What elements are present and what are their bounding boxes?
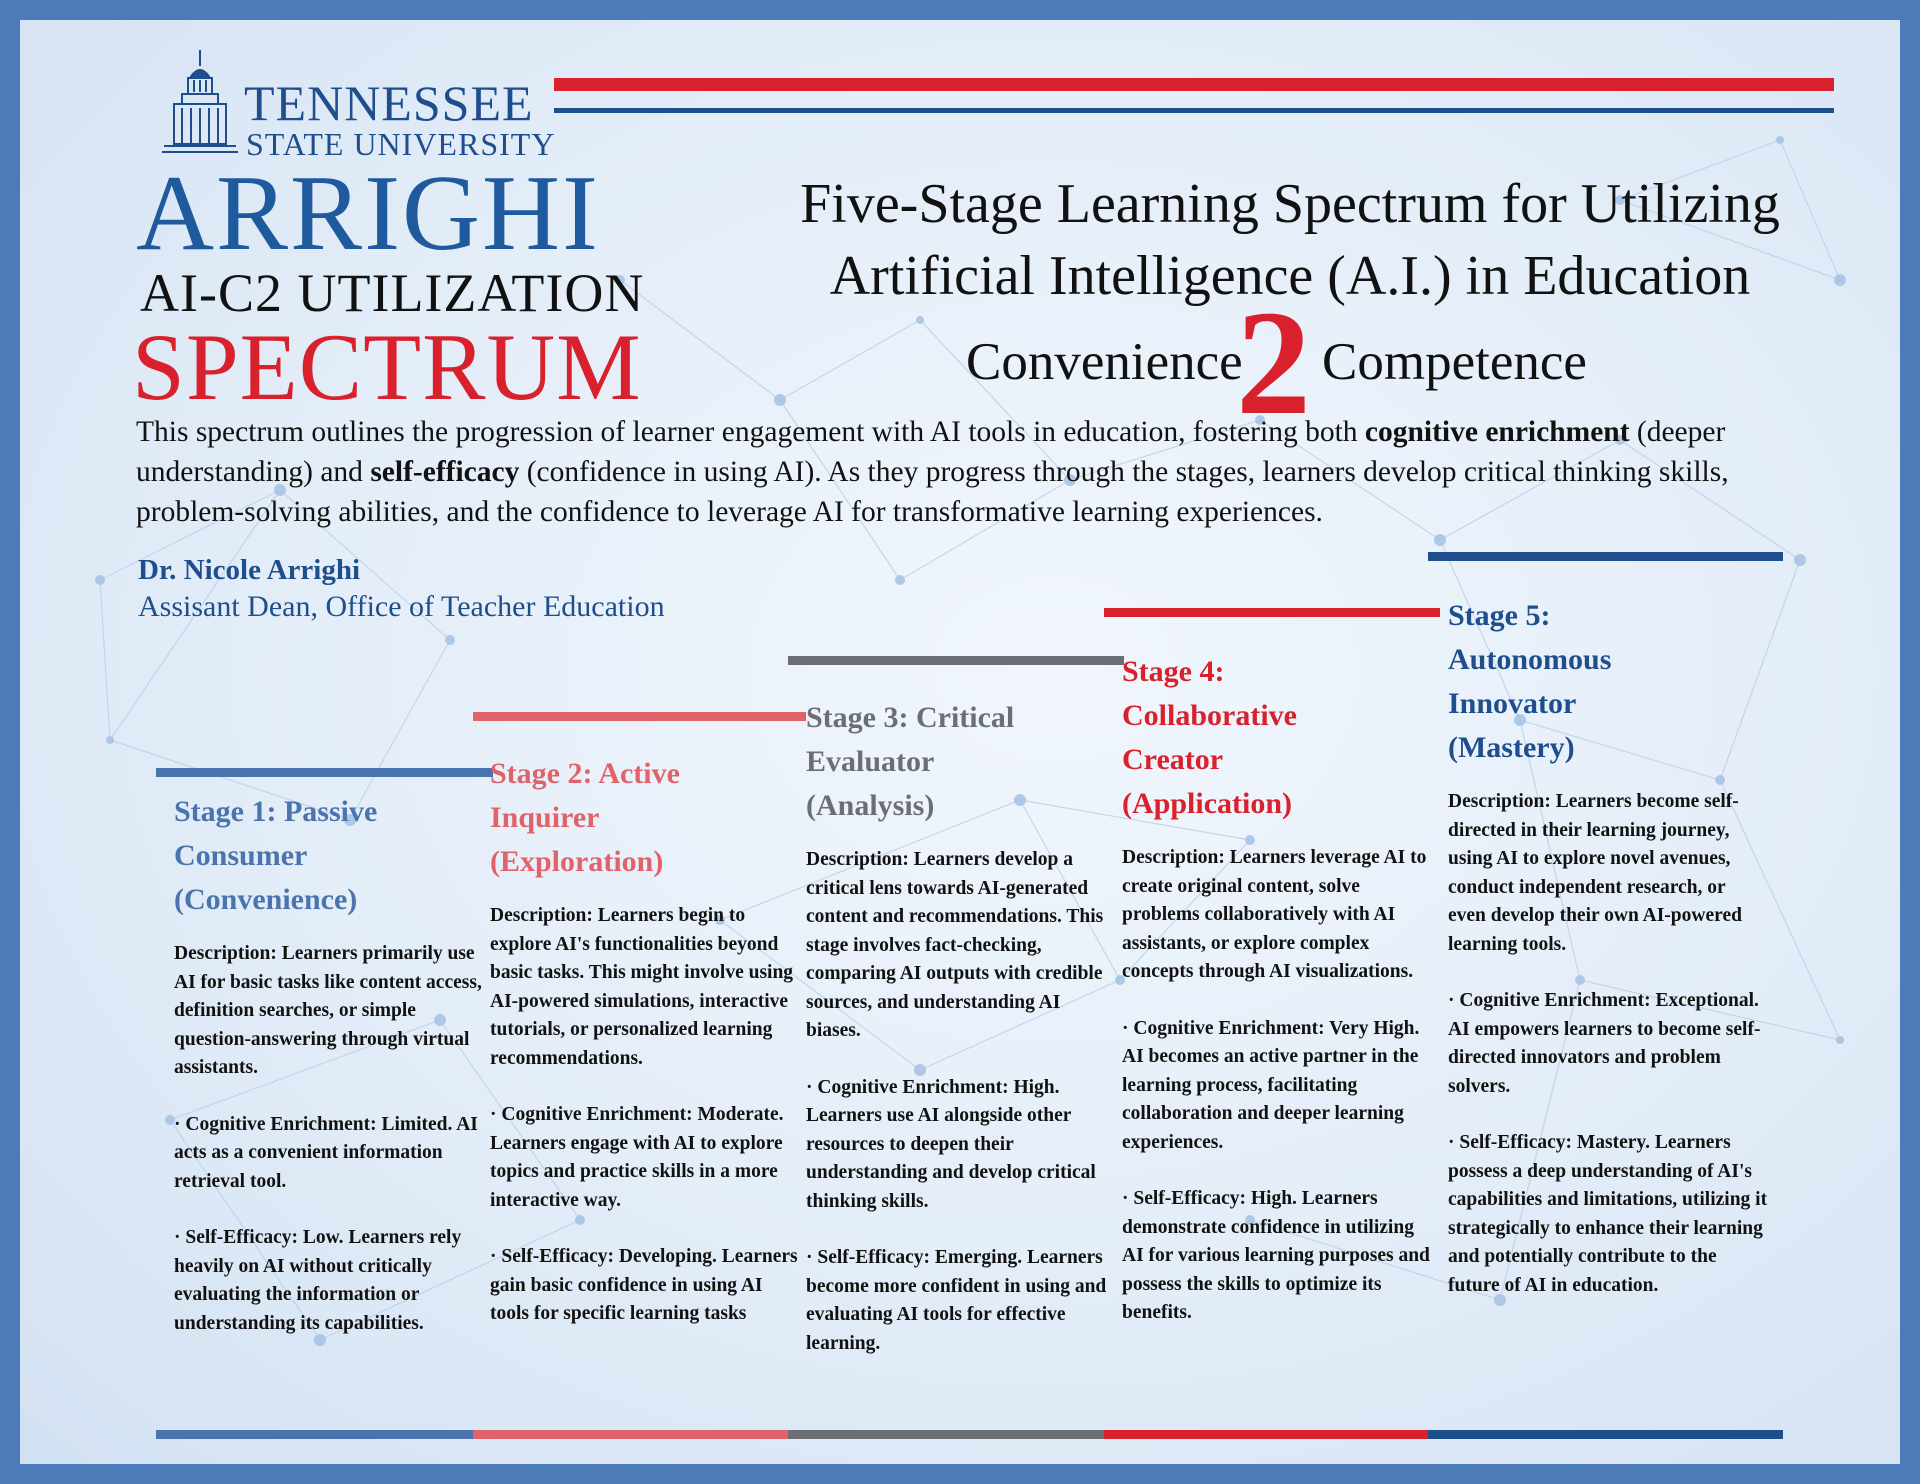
stage-5-body bbox=[1448, 788, 1768, 1300]
stage-5-cognitive: · Cognitive Enrichment: Exceptional. AI empowers learners to become self-directed innovators and problem solvers. bbox=[1448, 990, 1761, 1097]
stage-1-title-line: Consumer bbox=[174, 839, 308, 872]
stage-3-description: Description: Learners develop a critical lens towards AI-generated content and recommendations. This stage involves fact-checking, comparing AI outputs with credible sources, and understanding AI biases. bbox=[806, 849, 1104, 1041]
author-role: Assisant Dean, Office of Teacher Education bbox=[138, 590, 665, 623]
brand-subtitle: AI-C2 UTILIZATION bbox=[140, 263, 645, 323]
stage-5-title bbox=[1448, 594, 1768, 770]
stage-3-title-line: Stage 3: Critical bbox=[806, 701, 1015, 734]
stage-4-body bbox=[1122, 844, 1432, 1328]
stage-2-bottom-bar bbox=[473, 1430, 788, 1439]
stage-2-title bbox=[490, 752, 800, 884]
stage-2-top-bar bbox=[473, 712, 806, 721]
intro-bold-2: self-efficacy bbox=[370, 456, 520, 488]
stage-5-efficacy: · Self-Efficacy: Mastery. Learners possess a deep understanding of AI's capabilities and limitations, utilizing it strategically to enhance their learning and potentially contribute to the future of AI in education. bbox=[1448, 1132, 1768, 1296]
stage-4-title-line: Stage 4: bbox=[1122, 655, 1225, 688]
stage-4-title-line: (Application) bbox=[1122, 787, 1293, 820]
stage-4-title-line: Creator bbox=[1122, 743, 1224, 776]
stage-2-description: Description: Learners begin to explore AI's functionalities beyond basic tasks. This might involve using AI-powered simulations, interactive tutorials, or personalized learning recommendations. bbox=[490, 905, 794, 1069]
stage-4-title-line: Collaborative bbox=[1122, 699, 1297, 732]
competence-label: Competence bbox=[1322, 333, 1587, 391]
stage-4-title bbox=[1122, 650, 1432, 826]
header-rule-red bbox=[554, 78, 1834, 91]
stage-2-title-line: (Exploration) bbox=[490, 845, 664, 878]
stage-3-title bbox=[806, 696, 1116, 828]
stage-3-top-bar bbox=[788, 656, 1124, 665]
author-name: Dr. Nicole Arrighi bbox=[138, 554, 361, 586]
stage-3-body bbox=[806, 846, 1116, 1358]
brand-tagline: SPECTRUM bbox=[132, 314, 642, 420]
stage-1-title bbox=[174, 790, 484, 922]
stage-2-title-line: Inquirer bbox=[490, 801, 600, 834]
stage-5-title-line: Stage 5: bbox=[1448, 599, 1551, 632]
stage-3-bottom-bar bbox=[788, 1430, 1104, 1439]
title-line-2: Artificial Intelligence (A.I.) in Education bbox=[829, 245, 1751, 307]
logo-text-line2: STATE UNIVERSITY bbox=[246, 126, 556, 162]
title-line-1: Five-Stage Learning Spectrum for Utilizing bbox=[800, 173, 1780, 235]
intro-bold-1: cognitive enrichment bbox=[1364, 416, 1630, 448]
stage-1-top-bar bbox=[156, 768, 493, 777]
intro-paragraph bbox=[136, 412, 1836, 532]
stage-5-title-line: Autonomous bbox=[1448, 643, 1612, 676]
two-numeral: 2 bbox=[1236, 280, 1311, 446]
stage-3-column bbox=[806, 696, 1116, 1386]
stage-2-title-line: Stage 2: Active bbox=[490, 757, 680, 790]
convenience-label: Convenience bbox=[966, 333, 1243, 391]
stage-5-title-line: Innovator bbox=[1448, 687, 1577, 720]
brand-name: ARRIGHI bbox=[136, 154, 600, 273]
stage-4-top-bar bbox=[1104, 608, 1440, 617]
stage-5-top-bar bbox=[1428, 552, 1783, 561]
stage-5-description: Description: Learners become self-directed in their learning journey, using AI to explore novel avenues, conduct independent research, or even develop their own AI-powered learning tools. bbox=[1448, 791, 1742, 955]
stage-4-column bbox=[1122, 650, 1432, 1356]
stage-1-title-line: (Convenience) bbox=[174, 883, 358, 916]
stage-1-column bbox=[174, 790, 484, 1366]
intro-text-2: (deeper understanding) and bbox=[136, 416, 1726, 488]
stage-1-title-line: Stage 1: Passive bbox=[174, 795, 378, 828]
stage-3-cognitive: · Cognitive Enrichment: High. Learners use AI alongside other resources to deepen their understanding and develop critical thinking skills. bbox=[806, 1076, 1096, 1212]
stage-1-bottom-bar bbox=[156, 1430, 473, 1439]
stage-2-body bbox=[490, 902, 800, 1329]
stage-2-column bbox=[490, 752, 800, 1357]
stage-5-title-line: (Mastery) bbox=[1448, 731, 1575, 764]
stage-5-column bbox=[1448, 594, 1768, 1328]
clock-tower-icon bbox=[160, 48, 240, 158]
poster bbox=[20, 20, 1900, 1464]
stage-3-title-line: Evaluator bbox=[806, 745, 935, 778]
stage-4-efficacy: · Self-Efficacy: High. Learners demonstrate confidence in utilizing AI for various learning purposes and possess the skills to optimize its benefits. bbox=[1122, 1188, 1430, 1323]
intro-text-3: (confidence in using AI). As they progress through the stages, learners develop critical thinking skills, problem-solving abilities, and the confidence to leverage AI for transformative learning experiences. bbox=[136, 456, 1729, 528]
header-rule-blue bbox=[554, 108, 1834, 113]
stage-1-cognitive: · Cognitive Enrichment: Limited. AI acts as a convenient information retrieval tool. bbox=[174, 1113, 478, 1192]
stage-1-description: Description: Learners primarily use AI for basic tasks like content access, definition searches, or simple question-answering through virtual assistants. bbox=[174, 943, 482, 1078]
stage-4-bottom-bar bbox=[1104, 1430, 1428, 1439]
stage-2-efficacy: · Self-Efficacy: Developing. Learners gain basic confidence in using AI tools for specific learning tasks bbox=[490, 1246, 798, 1324]
intro-text-1: This spectrum outlines the progression of learner engagement with AI tools in education, fostering both bbox=[136, 416, 1365, 448]
stage-5-bottom-bar bbox=[1428, 1430, 1783, 1439]
stage-4-description: Description: Learners leverage AI to create original content, solve problems collaboratively with AI assistants, or explore complex concepts through AI visualizations. bbox=[1122, 847, 1427, 982]
stage-4-cognitive: · Cognitive Enrichment: Very High. AI becomes an active partner in the learning process, facilitating collaboration and deeper learning experiences. bbox=[1122, 1017, 1420, 1153]
logo-text-line1: TENNESSEE bbox=[244, 75, 534, 131]
stage-3-title-line: (Analysis) bbox=[806, 789, 935, 822]
stage-3-efficacy: · Self-Efficacy: Emerging. Learners become more confident in using and evaluating AI tools for effective learning. bbox=[806, 1247, 1107, 1354]
stage-1-body bbox=[174, 940, 484, 1338]
stage-1-efficacy: · Self-Efficacy: Low. Learners rely heavily on AI without critically evaluating the information or understanding its capabilities. bbox=[174, 1227, 462, 1334]
university-logo bbox=[160, 48, 560, 162]
stage-2-cognitive: · Cognitive Enrichment: Moderate. Learners engage with AI to explore topics and practice skills in a more interactive way. bbox=[490, 1104, 784, 1211]
